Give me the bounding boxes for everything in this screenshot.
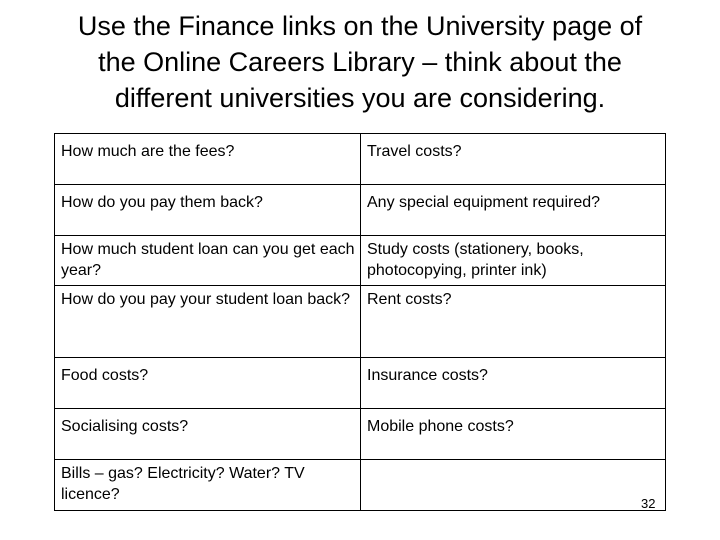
table-cell-right — [361, 460, 666, 511]
slide-number: 32 — [641, 496, 656, 511]
table-row — [55, 286, 666, 358]
table-cell-left: Bills – gas? Electricity? Water? TV licence? — [55, 460, 361, 511]
table-cell-right: Insurance costs? — [361, 358, 666, 409]
table-cell-right: Travel costs? — [361, 134, 666, 185]
title-line-1: Use the Finance links on the University page of — [77, 11, 643, 41]
table-cell-right: Rent costs? — [361, 286, 666, 358]
table-cell-left: How much student loan can you get each year? — [55, 236, 361, 286]
table-cell-right: Any special equipment required? — [361, 185, 666, 236]
title-line-2: the Online Careers Library – think about the — [98, 47, 622, 77]
table-cell-left: Food costs? — [55, 358, 361, 409]
table-cell-left: How do you pay them back? — [55, 185, 361, 236]
table-row — [55, 134, 666, 185]
table-cell-right: Mobile phone costs? — [361, 409, 666, 460]
table-cell-left: Socialising costs? — [55, 409, 361, 460]
table-row — [55, 185, 666, 236]
table-row — [55, 236, 666, 286]
table-cell-left: How much are the fees? — [55, 134, 361, 185]
table-row — [55, 358, 666, 409]
finance-questions-table — [54, 133, 666, 511]
slide-title — [20, 8, 700, 116]
title-line-3: different universities you are considering. — [114, 83, 606, 113]
table-row — [55, 409, 666, 460]
table-cell-left: How do you pay your student loan back? — [55, 286, 361, 358]
table-row — [55, 460, 666, 511]
table-cell-right: Study costs (stationery, books, photocopying, printer ink) — [361, 236, 666, 286]
